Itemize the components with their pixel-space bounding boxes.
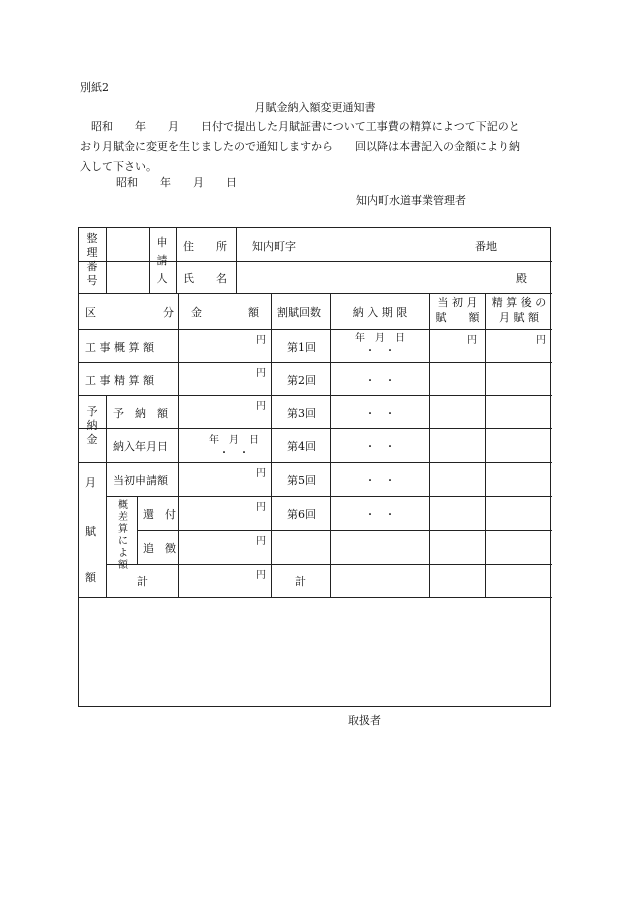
deadline-dots: ・ ・ [365,376,395,387]
estimate-label: 工 事 概 算 額 [85,341,154,354]
applicant-label: 申請人 [156,236,168,285]
honorific: 殿 [516,272,527,285]
id-label: 整理番号 [86,232,98,287]
address-suffix: 番地 [475,240,497,253]
document-title: 月賦金納入額変更通知書 [254,101,376,114]
body-text [80,117,550,177]
advance-group-label: 予納金 [86,405,98,446]
deadline-ymd: 年 月 日 [355,333,405,344]
installment-4: 第4回 [287,440,316,453]
yen-mark: 円 [256,468,266,479]
estimate-diff-label: 概差算によ額 [118,500,128,571]
after-monthly-header: 精 算 後 の 月 賦 額 [491,296,547,324]
installment-2: 第2回 [287,374,316,387]
category-header-left: 区 [85,306,96,319]
advance-amount-label: 予 納 額 [113,407,168,420]
yen-mark: 円 [256,368,266,379]
deadline-dots: ・ ・ [365,409,395,420]
settlement-label: 工 事 精 算 額 [85,374,154,387]
total-label: 計 [137,575,148,588]
notice-form [78,227,551,707]
deadline-dots: ・ ・ [365,346,395,357]
payment-date-ymd: 年 月 日 [209,435,259,446]
yen-mark: 円 [256,401,266,412]
initial-request-label: 当初申請額 [113,474,168,487]
yen-mark: 円 [536,335,546,346]
additional-label: 追 徴 [143,542,176,555]
monthly-group-label-1: 月 [85,476,96,489]
monthly-group-label-3: 額 [85,571,96,584]
name-label: 氏 名 [183,272,227,285]
yen-mark: 円 [256,335,266,346]
body-line: 昭和 年 月 日付で提出した月賦証書について工事費の精算によつて下記のと [80,120,520,133]
date-line: 昭和 年 月 日 [116,176,237,189]
installment-6: 第6回 [287,508,316,521]
deadline-dots: ・ ・ [365,442,395,453]
installment-total: 計 [295,575,306,588]
address-prefix: 知内町字 [252,240,296,253]
installment-header: 割賦回数 [277,306,321,319]
yen-mark: 円 [256,570,266,581]
manager-name: 知内町水道事業管理者 [356,194,466,207]
category-header-right: 分 [163,306,174,319]
deadline-dots: ・ ・ [365,476,395,487]
yen-mark: 円 [256,502,266,513]
installment-1: 第1回 [287,341,316,354]
refund-label: 還 付 [143,508,176,521]
body-line: おり月賦金に変更を生じましたので通知しますから 回以降は本書記入の金額により納 [80,140,520,153]
amount-header-left: 金 [191,306,202,319]
payment-date-dots: ・ ・ [219,448,249,459]
amount-header-right: 額 [248,306,259,319]
handler-label: 取扱者 [348,714,381,727]
document-label: 別紙2 [80,81,109,94]
monthly-group-label-2: 賦 [85,525,96,538]
body-line: 入して下さい。 [80,160,157,173]
yen-mark: 円 [256,536,266,547]
deadline-dots: ・ ・ [365,510,395,521]
payment-date-label: 納入年月日 [113,440,168,453]
installment-3: 第3回 [287,407,316,420]
initial-monthly-header: 当 初 月 賦 額 [435,296,480,324]
installment-5: 第5回 [287,474,316,487]
yen-mark: 円 [467,335,477,346]
deadline-header: 納 入 期 限 [352,306,408,319]
address-label: 住 所 [183,240,227,253]
